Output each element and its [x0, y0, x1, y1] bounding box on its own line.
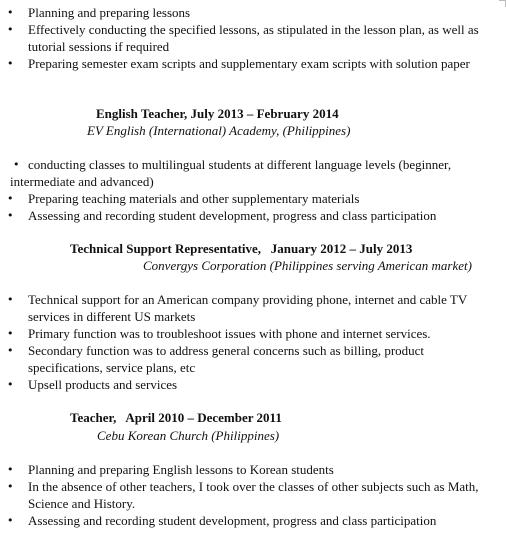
bullet-icon: •	[7, 209, 14, 222]
bullet-icon: •	[7, 293, 14, 306]
list-item	[0, 512, 500, 529]
list-item-text: Secondary function was to address general concerns such as billing, product specifications, service plans, etc	[28, 343, 425, 375]
list-item	[0, 376, 500, 393]
support-duties-list	[0, 291, 500, 393]
list-item-text: Preparing semester exam scripts and supplementary exam scripts with solution paper	[28, 56, 470, 71]
list-item	[0, 461, 500, 478]
list-item	[0, 55, 500, 72]
list-item-text: Planning and preparing English lessons to Korean students	[28, 462, 334, 477]
list-item-text: conducting classes to multilingual students at different language levels (beginner, intermediate and advanced)	[10, 157, 452, 189]
bullet-icon: •	[7, 23, 14, 36]
bullet-icon: •	[7, 514, 14, 527]
list-item-text: Effectively conducting the specified lessons, as stipulated in the lesson plan, as well as tutorial sessions if required	[28, 22, 479, 54]
list-item	[0, 156, 500, 190]
list-item	[0, 342, 500, 376]
job-title-teacher: Teacher, April 2010 – December 2011	[70, 410, 282, 425]
list-item	[0, 207, 500, 224]
bullet-icon: •	[7, 192, 14, 205]
bullet-icon: •	[7, 6, 14, 19]
list-item-text: Technical support for an American company providing phone, internet and cable TV services in different US markets	[28, 292, 468, 324]
list-item	[0, 478, 500, 512]
bullet-icon: •	[7, 463, 14, 476]
list-item-text: Upsell products and services	[28, 377, 178, 392]
list-item-text: Planning and preparing lessons	[28, 5, 191, 20]
list-item-text: Assessing and recording student development, progress and class participation	[28, 513, 437, 528]
list-item	[0, 190, 500, 207]
top-duties-list	[0, 4, 500, 72]
bullet-icon: •	[7, 344, 14, 357]
bullet-icon: •	[7, 57, 14, 70]
list-item-text: Preparing teaching materials and other supplementary materials	[28, 191, 360, 206]
page-corner-mark	[499, 0, 506, 7]
list-item-text: Primary function was to troubleshoot issues with phone and internet services.	[28, 326, 431, 341]
employer-english: EV English (International) Academy, (Philippines)	[87, 123, 351, 138]
employer-support: Convergys Corporation (Philippines serving American market)	[143, 258, 472, 273]
job-title-support: Technical Support Representative, January 2012 – July 2013	[70, 241, 413, 256]
employer-teacher: Cebu Korean Church (Philippines)	[97, 428, 280, 443]
bullet-icon: •	[7, 327, 14, 340]
bullet-icon: •	[13, 158, 20, 171]
list-item	[0, 325, 500, 342]
list-item	[0, 291, 500, 325]
job-title-english: English Teacher, July 2013 – February 2014	[96, 106, 339, 121]
list-item-text: In the absence of other teachers, I took over the classes of other subjects such as Math, Science and History.	[28, 479, 479, 511]
list-item-text: Assessing and recording student development, progress and class participation	[28, 208, 437, 223]
bullet-icon: •	[7, 378, 14, 391]
english-duties-list	[0, 156, 500, 224]
bullet-icon: •	[7, 480, 14, 493]
teacher-duties-list	[0, 461, 500, 529]
list-item	[0, 21, 500, 55]
list-item	[0, 4, 500, 21]
